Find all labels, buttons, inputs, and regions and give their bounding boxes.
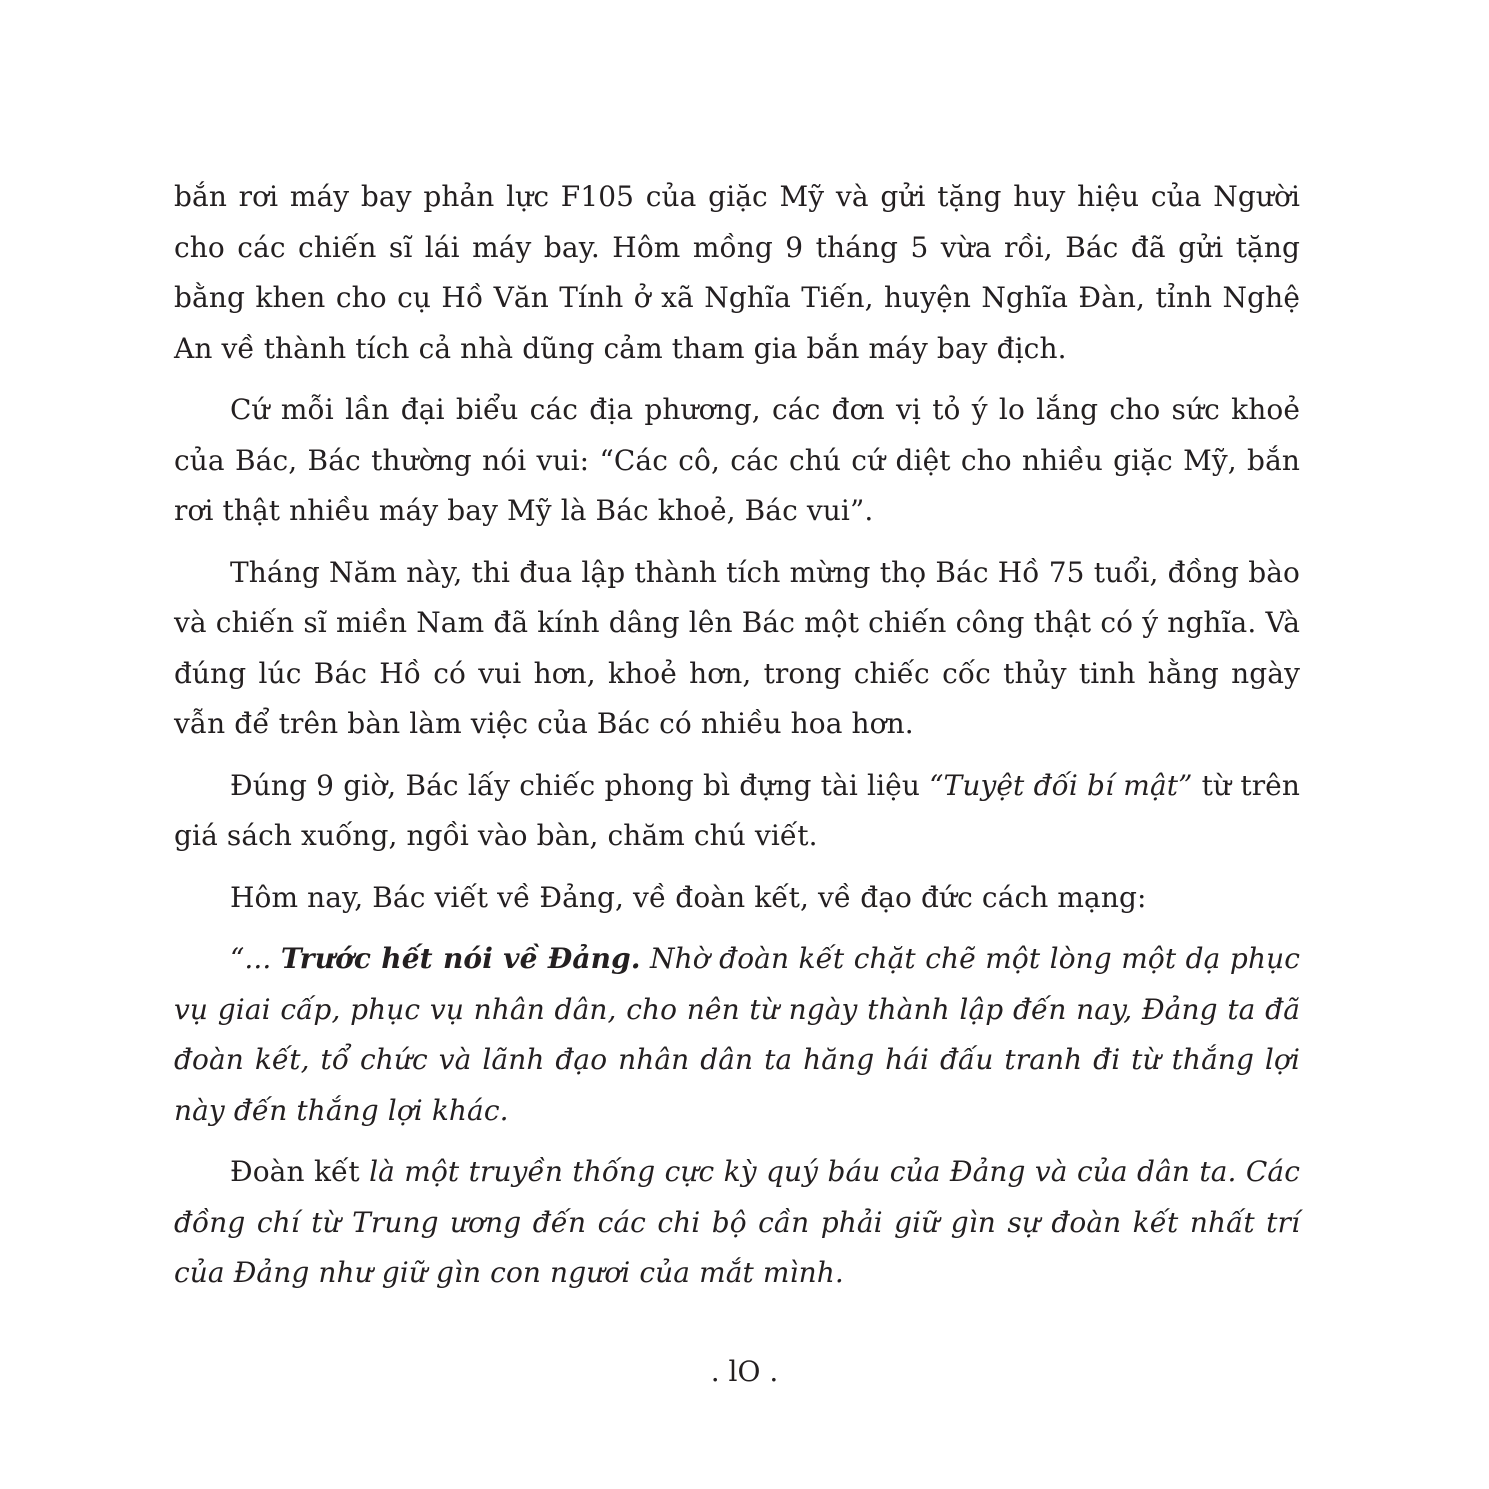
quote-paragraph-1-text: Nhờ đoàn kết chặt chẽ một lòng một dạ phục vụ giai cấp, phục vụ nhân dân, cho nên từ ngày thành lập đến nay, Đảng ta đã đoàn kết, tổ chức và lãnh đạo nhân dân ta hăng hái đấu tranh đi từ thắng lợi này đến thắng lợi khác. bbox=[174, 942, 1300, 1127]
quote-paragraph-2 bbox=[174, 1147, 1300, 1299]
paragraph-4-text-after: từ trên giá sách xuống, ngồi vào bàn, chăm chú viết. bbox=[174, 768, 1300, 852]
paragraph-1 bbox=[174, 172, 1300, 374]
paragraph-3-text: Tháng Năm này, thi đua lập thành tích mừng thọ Bác Hồ 75 tuổi, đồng bào và chiến sĩ miền Nam đã kính dâng lên Bác một chiến công thật có ý nghĩa. Và đúng lúc Bác Hồ có vui hơn, khoẻ hơn, trong chiếc cốc thủy tinh hằng ngày vẫn để trên bàn làm việc của Bác có nhiều hoa hơn. bbox=[174, 555, 1300, 740]
body-text bbox=[174, 172, 1300, 1310]
paragraph-5-text: Hôm nay, Bác viết về Đảng, về đoàn kết, về đạo đức cách mạng: bbox=[230, 880, 1147, 914]
paragraph-4-text-before: Đúng 9 giờ, Bác lấy chiếc phong bì đựng tài liệu bbox=[230, 768, 930, 802]
paragraph-5 bbox=[174, 873, 1300, 924]
paragraph-2 bbox=[174, 385, 1300, 537]
paragraph-3 bbox=[174, 548, 1300, 750]
quote-paragraph-2-text: là một truyền thống cực kỳ quý báu của Đảng và của dân ta. Các đồng chí từ Trung ương đến các chi bộ cần phải giữ gìn sự đoàn kết nhất trí của Đảng như giữ gìn con ngươi của mắt mình. bbox=[174, 1155, 1300, 1289]
quote-upright-term: Đoàn kết bbox=[230, 1155, 360, 1188]
quote-open: “... bbox=[230, 942, 281, 975]
paragraph-4-italic-title: “Tuyệt đối bí mật” bbox=[929, 768, 1193, 802]
paragraph-2-text: Cứ mỗi lần đại biểu các địa phương, các đơn vị tỏ ý lo lắng cho sức khoẻ của Bác, Bác thường nói vui: “Các cô, các chú cứ diệt cho nhiều giặc Mỹ, bắn rơi thật nhiều máy bay Mỹ là Bác khoẻ, Bác vui”. bbox=[174, 393, 1300, 527]
page-number: . lO . bbox=[710, 1355, 779, 1388]
quote-heading: Trước hết nói về Đảng. bbox=[280, 942, 641, 975]
paragraph-4 bbox=[174, 761, 1300, 862]
paragraph-1-text: bắn rơi máy bay phản lực F105 của giặc Mỹ và gửi tặng huy hiệu của Người cho các chiến sĩ lái máy bay. Hôm mồng 9 tháng 5 vừa rồi, Bác đã gửi tặng bằng khen cho cụ Hồ Văn Tính ở xã Nghĩa Tiến, huyện Nghĩa Đàn, tỉnh Nghệ An về thành tích cả nhà dũng cảm tham gia bắn máy bay địch. bbox=[174, 180, 1300, 365]
quote-paragraph-1 bbox=[174, 934, 1300, 1136]
